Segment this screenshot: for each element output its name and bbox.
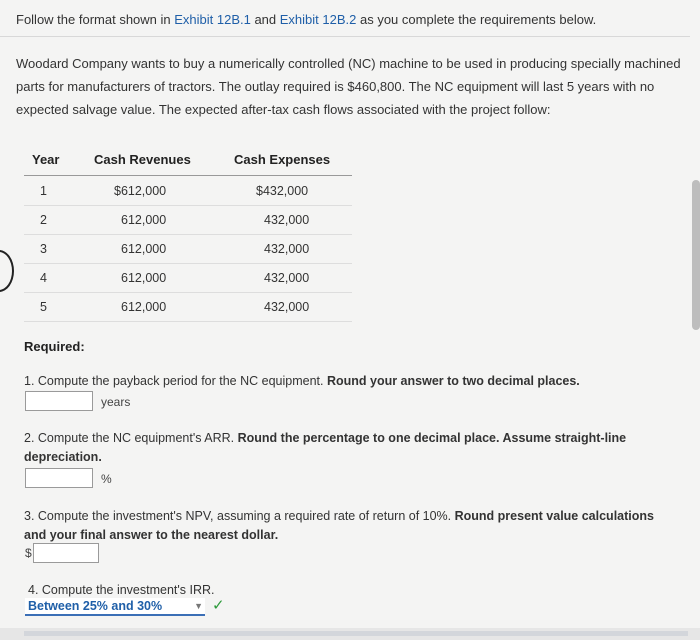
- header-cash-revenues: Cash Revenues: [94, 152, 191, 167]
- expense-cell: 432,000: [264, 300, 310, 314]
- years-unit: years: [101, 395, 131, 409]
- expense-cell: $432,000: [256, 184, 309, 198]
- arr-input[interactable]: [25, 468, 93, 488]
- revenue-cell: 612,000: [121, 271, 167, 285]
- divider: [0, 36, 690, 37]
- table-row: [24, 205, 352, 235]
- year-cell: 4: [40, 271, 47, 285]
- required-heading: Required:: [24, 339, 85, 354]
- check-icon: ✓: [212, 597, 225, 614]
- year-cell: 1: [40, 184, 47, 198]
- table-row: [24, 176, 352, 206]
- header-year: Year: [32, 152, 60, 167]
- question-2: 2. Compute the NC equipment's ARR. Round the percentage to one decimal place. Assume straight-line depreciation.: [24, 431, 627, 464]
- revenue-cell: 612,000: [121, 300, 167, 314]
- expense-cell: 432,000: [264, 213, 310, 227]
- percent-unit: %: [101, 472, 112, 486]
- npv-input[interactable]: [33, 543, 99, 563]
- exhibit-12b1-link[interactable]: Exhibit 12B.1: [174, 12, 251, 27]
- table-row: [24, 292, 352, 322]
- instructions: Follow the format shown in Exhibit 12B.1 and Exhibit 12B.2 as you complete the requirements below.: [16, 12, 597, 27]
- question-4: 4. Compute the investment's IRR.: [28, 583, 215, 597]
- expense-cell: 432,000: [264, 271, 310, 285]
- header-cash-expenses: Cash Expenses: [234, 152, 331, 167]
- scrollbar[interactable]: [692, 180, 700, 330]
- problem-text: Woodard Company wants to buy a numerically controlled (NC) machine to be used in producing specially machined parts for manufacturers of tractors. The outlay required is $460,800. The NC equipment will last 5 years with no expected salvage value. The expected after-tax cash flows associated with the project follow:: [16, 56, 681, 117]
- year-cell: 3: [40, 242, 47, 256]
- irr-selected-value: Between 25% and 30%: [28, 599, 163, 613]
- revenue-cell: $612,000: [114, 184, 167, 198]
- irr-dropdown[interactable]: [25, 598, 205, 616]
- question-1: 1. Compute the payback period for the NC equipment. Round your answer to two decimal places.: [24, 374, 580, 388]
- year-cell: 5: [40, 300, 47, 314]
- expense-cell: 432,000: [264, 242, 310, 256]
- year-cell: 2: [40, 213, 47, 227]
- payback-input[interactable]: [25, 391, 93, 411]
- question-3: 3. Compute the investment's NPV, assuming a required rate of return of 10%. Round present value calculations and your final answer to the nearest dollar.: [24, 509, 654, 542]
- bottom-strip: [0, 628, 700, 640]
- exhibit-12b2-link[interactable]: Exhibit 12B.2: [279, 12, 357, 27]
- revenue-cell: 612,000: [121, 213, 167, 227]
- side-arc-decoration: [0, 250, 14, 292]
- table-row: [24, 234, 352, 264]
- chevron-down-icon: ▼: [194, 601, 203, 611]
- dollar-prefix: $: [25, 546, 32, 560]
- revenue-cell: 612,000: [121, 242, 167, 256]
- table-row: [24, 263, 352, 293]
